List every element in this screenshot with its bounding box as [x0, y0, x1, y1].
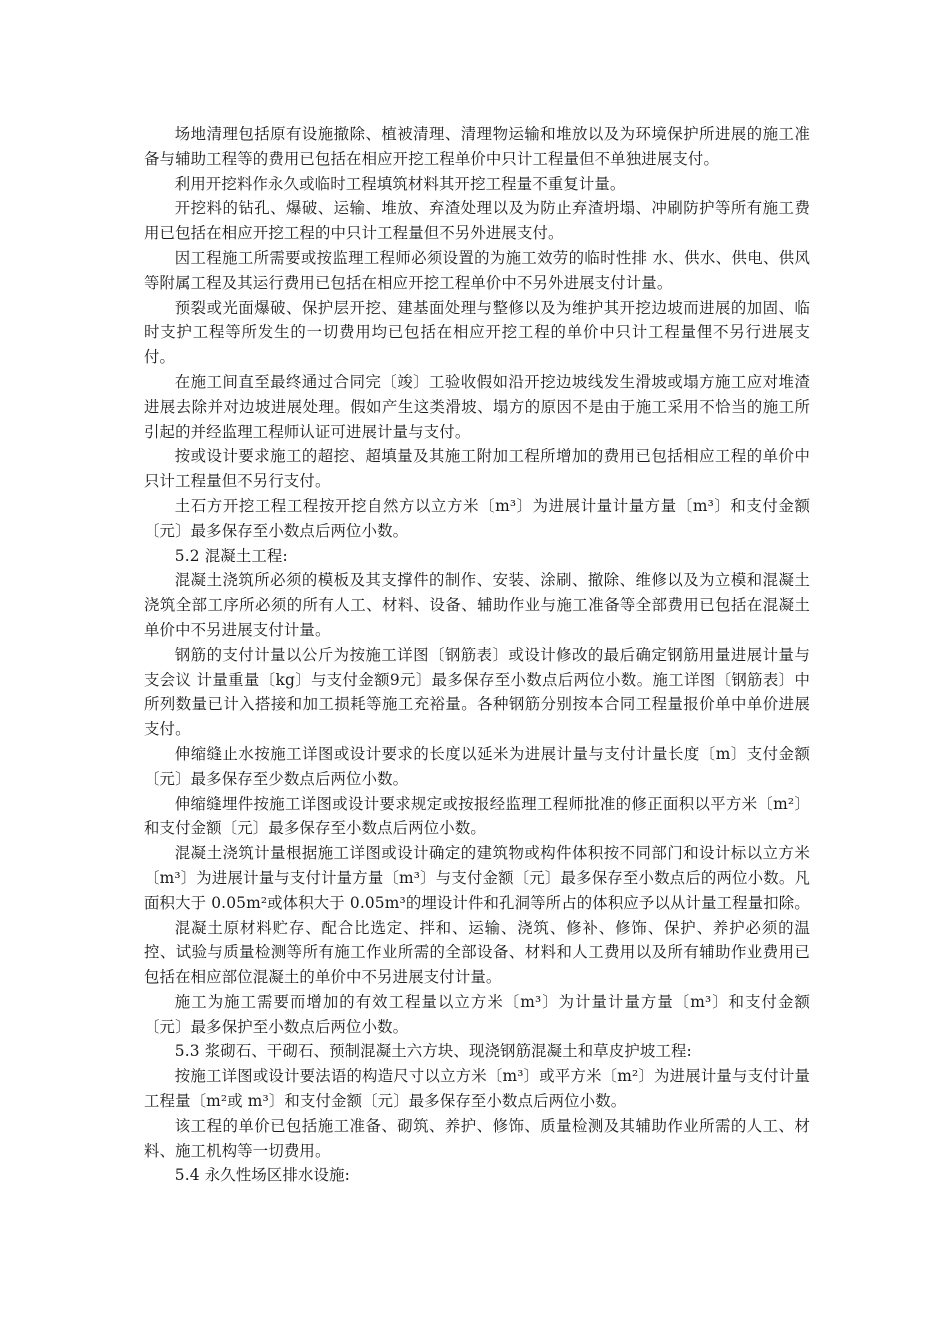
paragraph-earthwork-measurement: 土石方开挖工程工程按开挖自然方以立方米〔m³〕为进展计量计量方量〔m³〕和支付金额〔元〕最多保存至小数点后两位小数。	[144, 496, 810, 540]
section-heading-masonry: 5.3 浆砌石、干砌石、预制混凝土六方块、现浇钢筋混凝土和草皮护坡工程:	[174, 1042, 692, 1061]
paragraph-rebar: 钢筋的支付计量以公斤为按施工详图〔钢筋表〕或设计修改的最后确定钢筋用量进展计量与支会议 计量重量〔kg〕与支付金额9元〕最多保存至小数点后两位小数。施工详图〔钢筋表〕中所列数量已计入搭接和加工损耗等施工充裕量。各种钢筋分别按本合同工程量报价单中单价进展支付。	[144, 645, 810, 739]
document-body	[144, 122, 810, 1188]
paragraph-joint-embedment: 伸缩缝埋件按施工详图或设计要求规定或按报经监理工程师批准的修正面积以平方米〔m²〕和支付金额〔元〕最多保存至小数点后两位小数。	[144, 794, 810, 838]
paragraph-concrete-pouring: 混凝土浇筑计量根据施工详图或设计确定的建筑物或构件体积按不同部门和设计标以立方米〔m³〕为进展计量与支付计量方量〔m³〕与支付金额〔元〕最多保存至小数点后的两位小数。凡面积大于 0.05m²或体积大于 0.05m³的埋设计件和孔洞等所占的体积应予以从计量工程量扣除。	[144, 844, 810, 912]
paragraph-excavated-fill: 利用开挖料作永久或临时工程填筑材料其开挖工程量不重复计量。	[174, 174, 626, 193]
paragraph-site-clearing: 场地清理包括原有设施撤除、植被清理、清理物运输和堆放以及为环境保护所进展的施工准备与辅助工程等的费用已包括在相应开挖工程单价中只计工程量但不单独进展支付。	[144, 125, 810, 168]
paragraph-landslide: 在施工间直至最终通过合同完〔竣〕工验收假如沿开挖边坡线发生滑坡或塌方施工应对堆渣进展去除并对边坡进展处理。假如产生这类滑坡、塌方的原因不是由于施工采用不恰当的施工所引起的并经监理工程师认证可进展计量与支付。	[144, 372, 810, 441]
section-heading-drainage: 5.4 永久性场区排水设施:	[174, 1166, 350, 1185]
paragraph-presplit-blasting: 预裂或光面爆破、保护层开挖、建基面处理与整修以及为维护其开挖边坡而进展的加固、临时支护工程等所发生的一切费用均已包括在相应开挖工程的单价中只计工程量俚不另行进展支付。	[144, 298, 810, 367]
section-heading-concrete: 5.2 混凝土工程:	[174, 546, 288, 565]
paragraph-raw-materials: 混凝土原材料贮存、配合比选定、拌和、运输、浇筑、修补、修饰、保护、养护必须的温控、试验与质量检测等所有施工作业所需的全部设备、材料和人工费用以及所有辅助作业费用已包括在相应部位混凝土的单价中不另进展支付计量。	[144, 918, 810, 987]
paragraph-temporary-works: 因工程施工所需要或按监理工程师必须设置的为施工效劳的临时性排 水、供水、供电、供风等附属工程及其运行费用已包括在相应开挖工程单价中不另外进展支付计量。	[144, 248, 810, 292]
paragraph-waterstop: 伸缩缝止水按施工详图或设计要求的长度以延米为进展计量与支付计量长度〔m〕支付金额〔元〕最多保存至少数点后两位小数。	[144, 744, 810, 788]
paragraph-drilling-blasting: 开挖料的钻孔、爆破、运输、堆放、弃渣处理以及为防止弃渣坍塌、冲刷防护等所有施工费用已包括在相应开挖工程的中只计工程量但不另外进展支付。	[144, 199, 810, 243]
paragraph-additional-quantity: 施工为施工需要而增加的有效工程量以立方米〔m³〕为计量计量方量〔m³〕和支付金额〔元〕最多保护至小数点后两位小数。	[144, 992, 810, 1036]
paragraph-overexcavation: 按或设计要求施工的超挖、超填量及其施工附加工程所增加的费用已包括相应工程的单价中只计工程量但不另行支付。	[144, 447, 810, 491]
paragraph-masonry-unit-price: 该工程的单价已包括施工准备、砌筑、养护、修饰、质量检测及其辅助作业所需的人工、材料、施工机构等一切费用。	[144, 1116, 810, 1160]
paragraph-formwork: 混凝土浇筑所必须的模板及其支撑件的制作、安装、涂刷、撤除、维修以及为立模和混凝土浇筑全部工序所必须的所有人工、材料、设备、辅助作业与施工准备等全部费用已包括在混凝土单价中不另进展支付计量。	[144, 571, 810, 639]
paragraph-masonry-measurement: 按施工详图或设计要法语的构造尺寸以立方米〔m³〕或平方米〔m²〕为进展计量与支付计量工程量〔m²或 m³〕和支付金额〔元〕最多保存至小数点后两位小数。	[144, 1067, 810, 1111]
